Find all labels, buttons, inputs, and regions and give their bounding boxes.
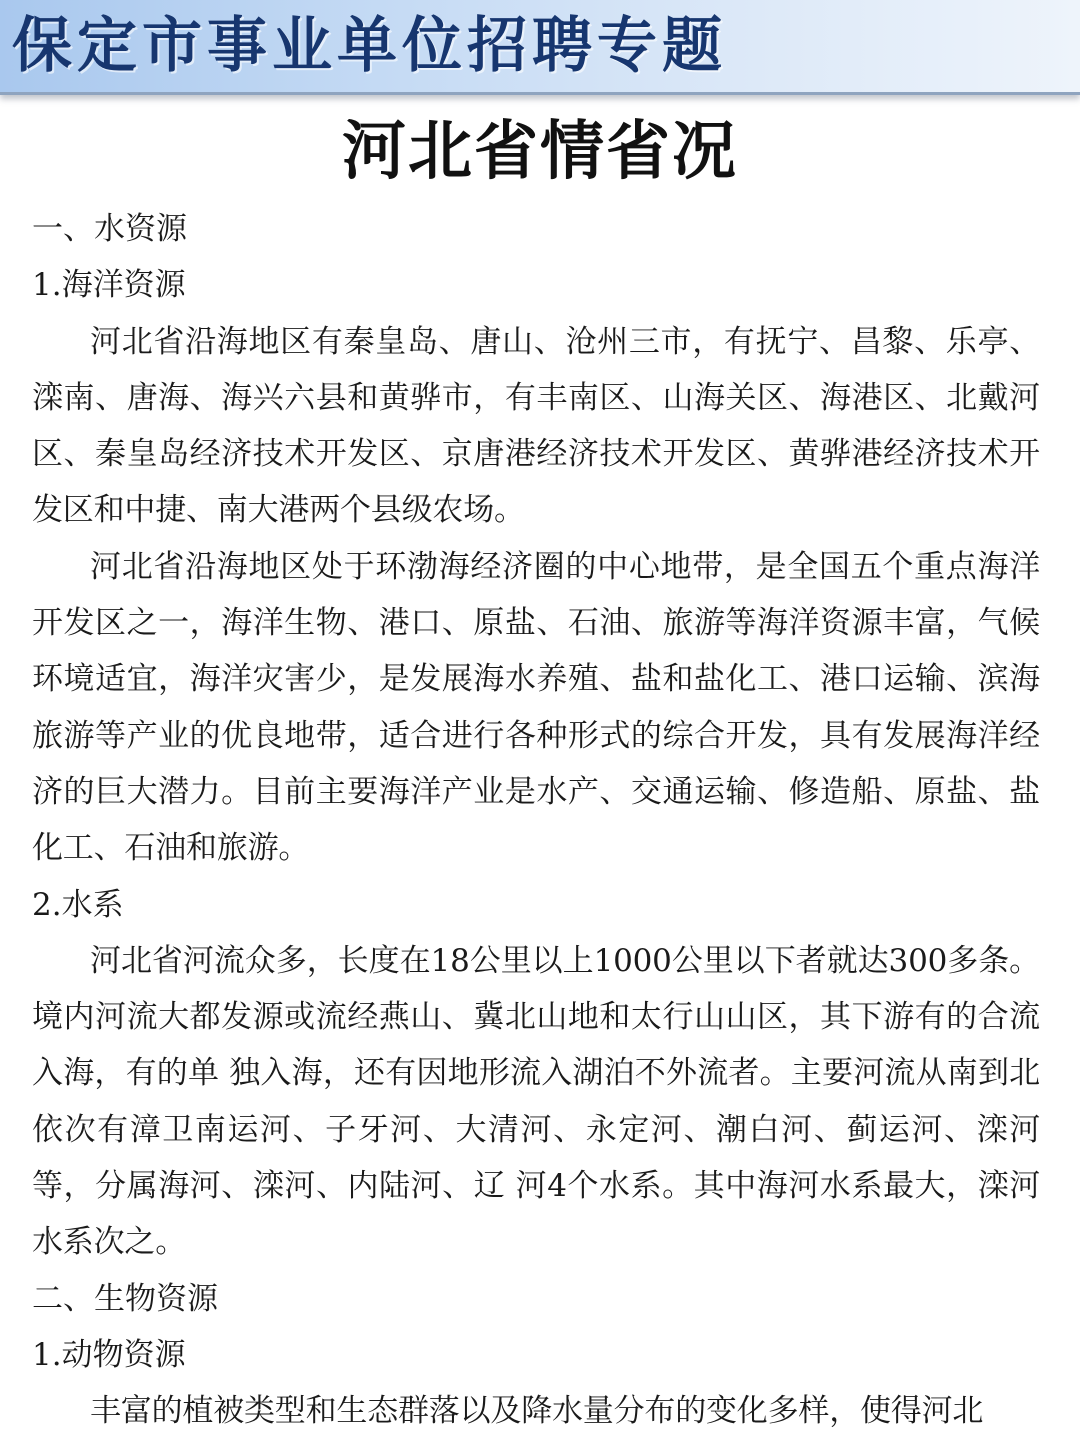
subsection-heading-river-systems: 2.水系 (32, 886, 124, 923)
subsection-heading-animal-resources: 1.动物资源 (32, 1336, 186, 1373)
paragraph-coastal-economy: 河北省沿海地区处于环渤海经济圈的中心地带，是全国五个重点海洋开发区之一，海洋生物、港口、原盐、石油、旅游等海洋资源丰富，气候环境适宜，海洋灾害少，是发展海水养殖、盐和盐化工、港口运输、滨海旅游等产业的优良地带，适合进行各种形式的综合开发，具有发展海洋经济的巨大潜力。目前主要海洋产业是水产、交通运输、修造船、原盐、盐化工、石油和旅游。 (32, 548, 1040, 867)
paragraph-rivers: 河北省河流众多，长度在18公里以上1000公里以下者就达300多条。境内河流大都发源或流经燕山、冀北山地和太行山山区，其下游有的合流入海，有的单 独入海，还有因地形流入湖泊不外流者。主要河流从南到北依次有漳卫南运河、子牙河、大清河、永定河、潮白河、蓟运河、滦河等，分属海河、滦河、内陆河、辽 河4个水系。其中海河水系最大，滦河水系次之。 (32, 942, 1040, 1261)
document-title: 河北省情省况 (342, 115, 738, 189)
section-heading-water-resources: 一、水资源 (32, 211, 187, 247)
paragraph-coastal-areas: 河北省沿海地区有秦皇岛、唐山、沧州三市，有抚宁、昌黎、乐亭、滦南、唐海、海兴六县和黄骅市，有丰南区、山海关区、海港区、北戴河区、秦皇岛经济技术开发区、京唐港经济技术开发区、黄骅港经济技术开发区和中捷、南大港两个县级农场。 (32, 323, 1040, 529)
banner-title: 保定市事业单位招聘专题 (12, 11, 727, 81)
document-body (32, 201, 1040, 1440)
header-banner (0, 0, 1080, 95)
section-heading-biological-resources: 二、生物资源 (32, 1280, 218, 1317)
subsection-heading-ocean-resources: 1.海洋资源 (32, 267, 186, 304)
paragraph-animal-resources: 丰富的植被类型和生态群落以及降水量分布的变化多样，使得河北 (90, 1393, 984, 1430)
